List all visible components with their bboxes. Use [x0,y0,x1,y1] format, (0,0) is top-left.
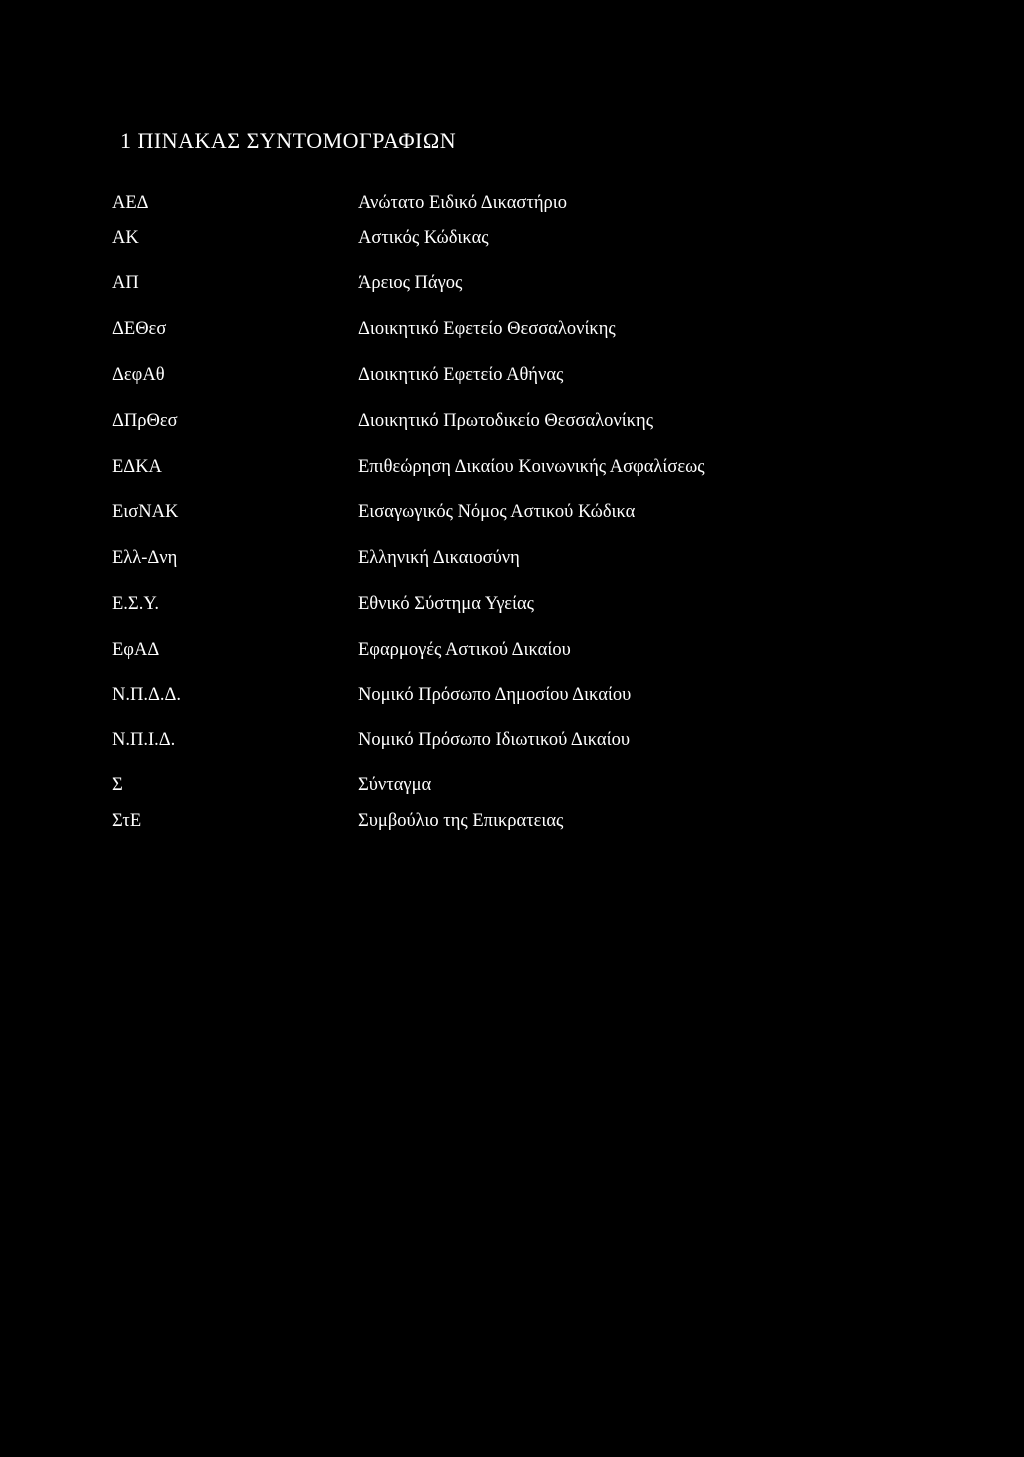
table-row [0,319,1024,349]
table-row [0,730,1024,760]
table-row [0,502,1024,532]
abbreviation: ΔΕΘεσ [112,319,167,339]
table-row [0,548,1024,578]
abbreviation: ΔεφΑθ [112,365,165,385]
table-row [0,365,1024,395]
abbreviation-meaning: Νομικό Πρόσωπο Ιδιωτικού Δικαίου [358,730,630,750]
heading-title: ΠΙΝΑΚΑΣ ΣΥΝΤΟΜΟΓΡΑΦΙΩΝ [137,128,457,153]
table-row [0,640,1024,670]
abbreviation: Ε.Σ.Υ. [112,594,160,614]
table-row [0,228,1024,258]
abbreviation: ΕισΝΑΚ [112,502,179,522]
abbreviation: ΑΚ [112,228,139,248]
abbreviation-meaning: Αστικός Κώδικας [358,228,489,248]
abbreviation: Ν.Π.Δ.Δ. [112,685,182,705]
abbreviation: ΣτΕ [112,811,142,831]
table-row [0,594,1024,624]
abbreviation-meaning: Επιθεώρηση Δικαίου Κοινωνικής Ασφαλίσεως [358,457,705,477]
abbreviation-meaning: Ελληνική Δικαιοσύνη [358,548,520,568]
abbreviation-meaning: Άρειος Πάγος [358,273,463,293]
table-row [0,811,1024,841]
abbreviation: Ελλ-Δνη [112,548,178,568]
abbreviation: ΑΕΔ [112,193,149,213]
table-row [0,193,1024,223]
table-row [0,775,1024,805]
abbreviation: ΕΔΚΑ [112,457,162,477]
abbreviation-meaning: Εθνικό Σύστημα Υγείας [358,594,534,614]
abbreviation-meaning: Διοικητικό Πρωτοδικείο Θεσσαλονίκης [358,411,654,431]
abbreviation-meaning: Σύνταγμα [358,775,432,795]
table-row [0,411,1024,441]
table-row [0,457,1024,487]
abbreviation: ΔΠρΘεσ [112,411,178,431]
abbreviation-meaning: Διοικητικό Εφετείο Θεσσαλονίκης [358,319,616,339]
heading-number: 1 [120,128,132,153]
table-row [0,273,1024,303]
abbreviation: Ν.Π.Ι.Δ. [112,730,176,750]
table-row [0,685,1024,715]
abbreviation-meaning: Διοικητικό Εφετείο Αθήνας [358,365,564,385]
section-heading [120,128,456,154]
abbreviation-meaning: Συμβούλιο της Επικρατειας [358,811,564,831]
abbreviation-meaning: Εφαρμογές Αστικού Δικαίου [358,640,571,660]
abbreviation: ΑΠ [112,273,139,293]
abbreviation: ΕφΑΔ [112,640,160,660]
abbreviation-meaning: Εισαγωγικός Νόμος Αστικού Κώδικα [358,502,636,522]
abbreviation: Σ [112,775,123,795]
abbreviation-meaning: Ανώτατο Ειδικό Δικαστήριο [358,193,567,213]
abbreviation-meaning: Νομικό Πρόσωπο Δημοσίου Δικαίου [358,685,632,705]
